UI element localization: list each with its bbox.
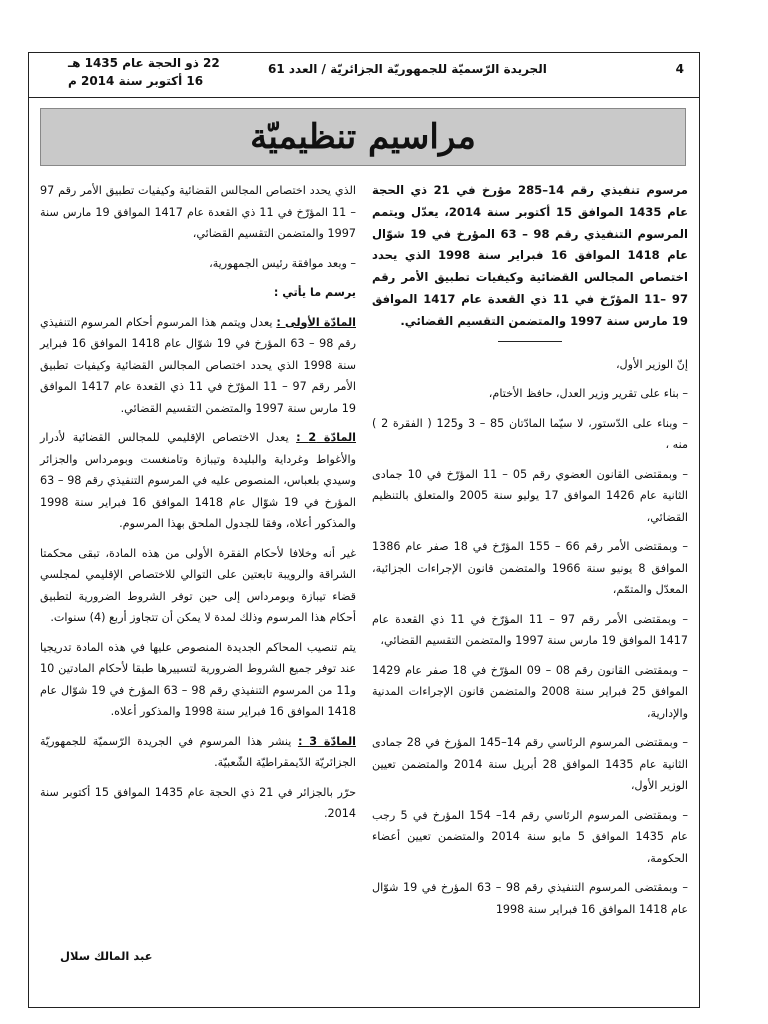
preamble-paragraph: – وبمقتضى المرسوم الرئاسي رقم 14– 154 المؤرخ في 5 رجب عام 1435 الموافق 5 مايو سنة 2014 والمتضمن تعيين أعضاء الحكومة،: [372, 808, 688, 865]
preamble-paragraph: – وبمقتضى الأمر رقم 66 – 155 المؤرّخ في 18 صفر عام 1386 الموافق 8 يونيو سنة 1966 والمتضمن قانون الإجراءات الجزائية، المعدّل والمتمّم،: [372, 540, 689, 597]
hijri-date: 22 ذو الحجة عام 1435 هـ: [68, 56, 220, 70]
preamble-paragraph: – وبمقتضى المرسوم الرئاسي رقم 14–145 المؤرخ في 28 جمادى الثانية عام 1435 الموافق 28 أبريل سنة 2014 والمتضمن تعيين الوزير الأول،: [372, 736, 689, 793]
section-title: مراسيم تنظيميّة: [250, 117, 476, 157]
preamble-paragraph: – بناء على تقرير وزير العدل، حافظ الأختام،: [488, 387, 688, 401]
article-2-paragraph-2: غير أنه وخلافا لأحكام الفقرة الأولى من هذه المادة، تبقى محكمتا الشراقة والرويبة تابعتين على التوالي للاختصاص الإقليمي لمجلسي قضاء تيبازة وبومرداس إلى حين توفر الشروط الضرورية لتطبيق أحكام هذا المرسوم وذلك لمدة لا يمكن أن تتجاوز أربع (4) سنوات.: [40, 546, 356, 624]
article-2-heading: المادّة 2 :: [296, 431, 357, 444]
article-2-paragraph-3: يتم تنصيب المحاكم الجديدة المنصوص عليها في هذه المادة تدريجيا عند توفر جميع الشروط الضرورية لتسييرها طبقا لأحكام المادتين 10 و11 من المرسوم التنفيذي رقم 98 – 63 المؤرخ في 19 شوّال عام 1418 الموافق 16 فبراير سنة 1998 والمذكور أعلاه.: [40, 640, 357, 718]
preamble-paragraph: – وبمقتضى القانون العضوي رقم 05 – 11 المؤرّخ في 10 جمادى الثانية عام 1426 الموافق 17 يوليو سنة 2005 والمتعلق بالتنظيم القضائي،: [372, 467, 689, 524]
publication-title: الجريدة الرّسميّة للجمهوريّة الجزائريّة / العدد 61: [268, 62, 547, 76]
signature: عبد المالك سلال: [60, 949, 153, 963]
right-column: [372, 180, 688, 928]
left-column: [40, 180, 356, 833]
article-1-body: يعدل ويتمم هذا المرسوم أحكام المرسوم التنفيذي رقم 98 – 63 المؤرخ في 19 شوّال عام 1418 الموافق 16 فبراير سنة 1998 الذي يحدد اختصاص المجالس القضائية وكيفيات تطبيق الأمر رقم 97 – 11 المؤرّخ في 11 ذي القعدة عام 1417 الموافق 19 مارس سنة 1997 والمتضمن التقسيم القضائي.: [40, 315, 357, 415]
gregorian-date: 16 أكتوبر سنة 2014 م: [68, 74, 204, 88]
preamble-list: [372, 354, 688, 921]
article-1: [40, 312, 356, 420]
article-3: [40, 731, 356, 774]
preamble-paragraph: – وبمقتضى الأمر رقم 97 – 11 المؤرّخ في 11 ذي القعدة عام 1417 الموافق 19 مارس سنة 1997 والمتضمن التقسيم القضائي،: [372, 612, 688, 648]
preamble-paragraph: – وبمقتضى القانون رقم 08 – 09 المؤرّخ في 18 صفر عام 1429 الموافق 25 فبراير سنة 2008 والمتضمن قانون الإجراءات المدنية والإدارية،: [372, 663, 688, 720]
preamble-paragraph: – وبمقتضى المرسوم التنفيذي رقم 98 – 63 المؤرخ في 19 شوّال عام 1418 الموافق 16 فبراير سنة 1998: [372, 881, 688, 916]
article-2: [40, 427, 356, 535]
preamble-paragraph: إنّ الوزير الأول،: [615, 357, 688, 371]
decrees-heading: يرسم ما يأتي :: [273, 286, 356, 299]
preamble-paragraph: – وبناء على الدّستور، لا سيّما المادّتان 85 – 3 و125 ( الفقرة 2 ) منه ،: [372, 416, 688, 452]
preamble-continuation: الذي يحدد اختصاص المجالس القضائية وكيفيات تطبيق الأمر رقم 97 – 11 المؤرّخ في 11 ذي القعدة عام 1417 الموافق 19 مارس سنة 1997 والمتضمن التقسيم القضائي،: [40, 184, 356, 240]
article-1-heading: المادّة الأولى :: [276, 315, 356, 329]
decree-title: مرسوم تنفيذي رقم 14–285 مؤرخ في 21 ذي الحجة عام 1435 الموافق 15 أكتوبر سنة 2014، يعدّل ويتمم المرسوم التنفيذي رقم 98 – 63 المؤرخ في 19 شوّال عام 1418 الموافق 16 فبراير سنة 1998 الذي يحدد اختصاص المجالس القضائية وكيفيات تطبيق الأمر رقم 97 –11 المؤرّخ في 11 ذي القعدة عام 1417 الموافق 19 مارس سنة 1997 والمتضمن التقسيم القضائي.: [372, 183, 689, 328]
article-2-body: يعدل الاختصاص الإقليمي للمجالس القضائية لأدرار والأغواط وغرداية والبليدة وتيبازة وتامنغست وبومرداس والجزائر وسيدي بلعباس، المنصوص عليه في المرسوم التنفيذي رقم 98 – 63 المؤرخ في 19 شوّال عام 1418 الموافق 16 فبراير سنة 1998 والمذكور أعلاه، وفقا للجدول الملحق بهذا المرسوم.: [40, 431, 356, 530]
page-number: 4: [675, 62, 684, 76]
separator-line: [498, 341, 562, 342]
done-at-line: حرّر بالجزائر في 21 ذي الحجة عام 1435 الموافق 15 أكتوبر سنة 2014.: [40, 785, 356, 820]
section-banner: [40, 108, 686, 166]
page-header: [28, 52, 700, 98]
article-3-body: ينشر هذا المرسوم في الجريدة الرّسميّة للجمهوريّة الجزائريّة الدّيمقراطيّة الشّعبيّة.: [40, 734, 356, 769]
approval-line: – وبعد موافقة رئيس الجمهورية،: [209, 256, 356, 270]
article-3-heading: المادّة 3 :: [297, 734, 356, 748]
